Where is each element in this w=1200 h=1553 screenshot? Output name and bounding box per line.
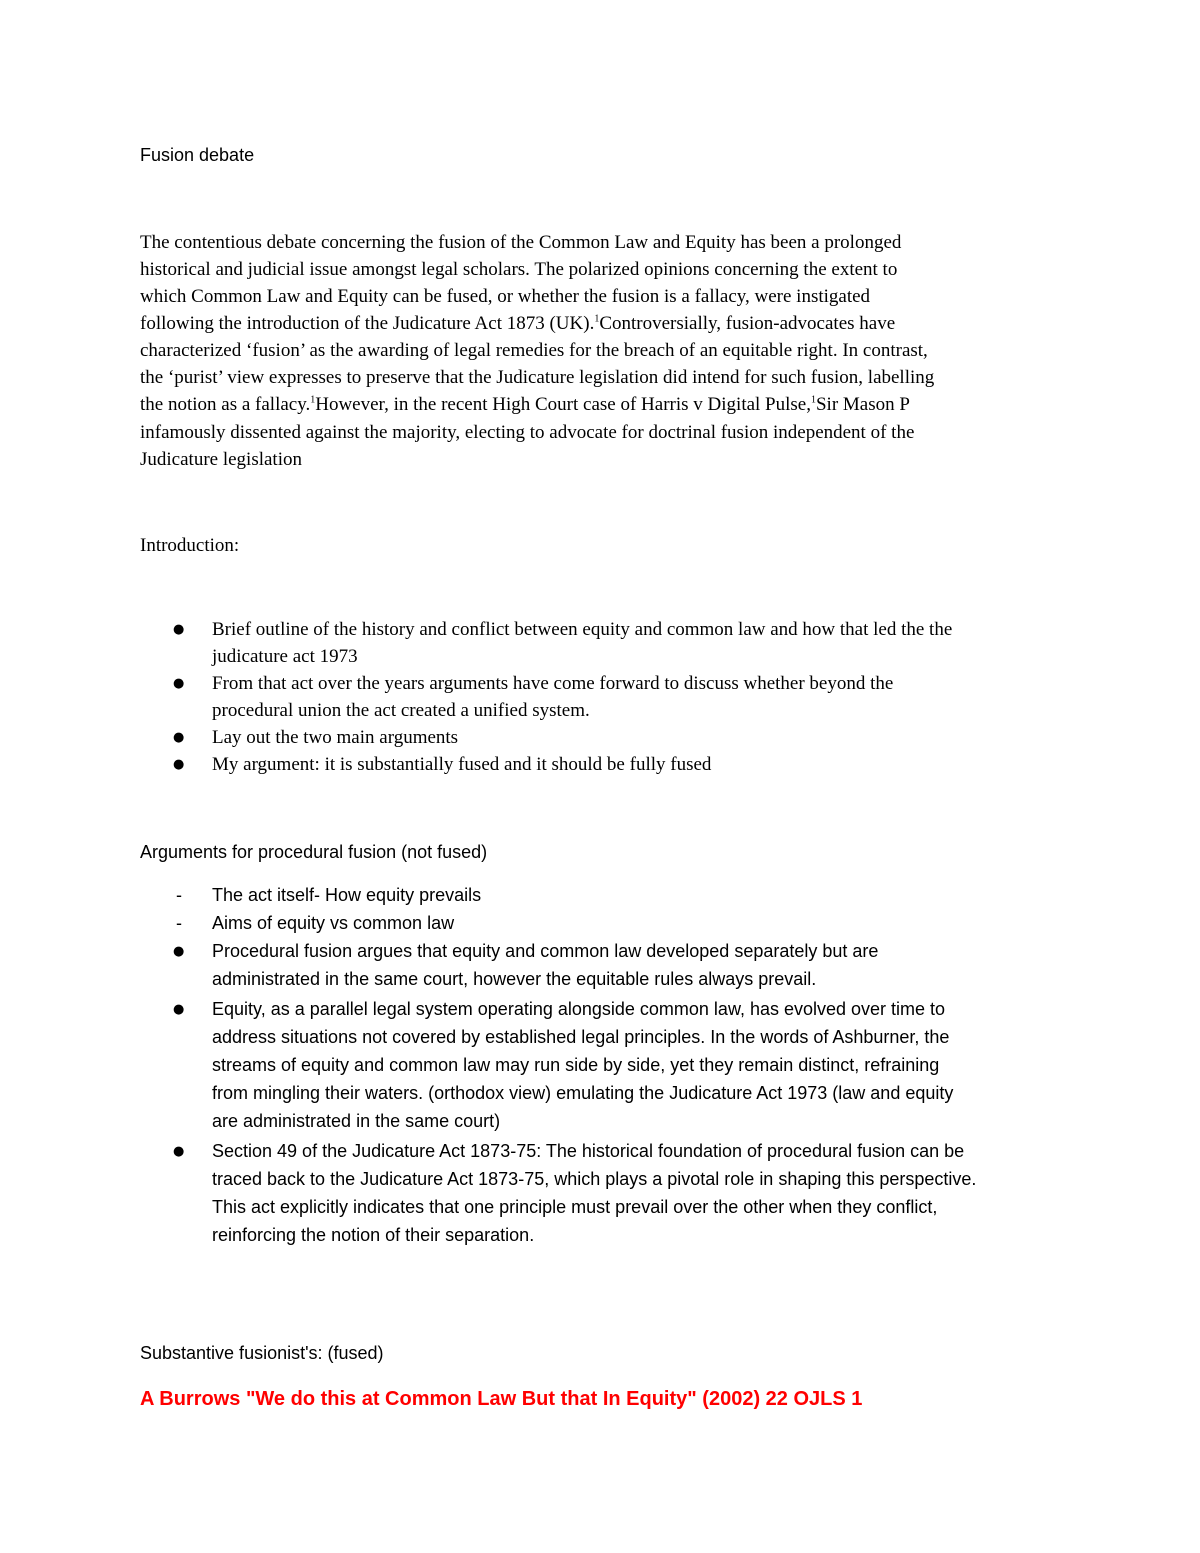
list-item: streams of equity and common law may run side by side, yet they remain distinct, refraining: [212, 1055, 940, 1075]
substantive-heading: Substantive fusionist's: (fused): [140, 1343, 384, 1363]
list-item: judicature act 1973: [212, 646, 358, 667]
list-item: Section 49 of the Judicature Act 1873-75: The historical foundation of procedural fusion can be: [212, 1141, 965, 1161]
dash-marker: -: [176, 913, 182, 933]
list-item: reinforcing the notion of their separation.: [212, 1225, 535, 1245]
paragraph-line: [140, 391, 910, 418]
paragraph-text: Sir Mason P: [815, 394, 910, 415]
bullet-icon: ●: [173, 622, 185, 637]
document-title: Fusion debate: [140, 145, 255, 165]
list-item: This act explicitly indicates that one principle must prevail over the other when they conflict,: [212, 1197, 938, 1217]
paragraph-line: characterized ‘fusion’ as the awarding of legal remedies for the breach of an equitable right. In contrast,: [140, 340, 928, 361]
paragraph-line: historical and judicial issue amongst legal scholars. The polarized opinions concerning the extent to: [140, 259, 898, 280]
paragraph-text: the notion as a fallacy.: [140, 394, 311, 415]
bullet-icon: ●: [173, 676, 185, 691]
bullet-icon: ●: [173, 757, 185, 772]
paragraph-line: [140, 310, 895, 337]
paragraph-line: The contentious debate concerning the fusion of the Common Law and Equity has been a prolonged: [140, 232, 902, 253]
procedural-heading: Arguments for procedural fusion (not fused): [140, 842, 488, 862]
list-item: from mingling their waters. (orthodox view) emulating the Judicature Act 1973 (law and equity: [212, 1083, 954, 1103]
list-item: The act itself- How equity prevails: [212, 885, 482, 905]
list-item: My argument: it is substantially fused and it should be fully fused: [212, 754, 712, 775]
bullet-icon: ●: [173, 730, 185, 745]
paragraph-text: Controversially, fusion-advocates have: [599, 313, 896, 334]
paragraph-line: Judicature legislation: [140, 449, 302, 470]
list-item: Equity, as a parallel legal system operating alongside common law, has evolved over time to: [212, 999, 946, 1019]
footnote-mark: 1: [310, 394, 316, 406]
list-item: traced back to the Judicature Act 1873-75, which plays a pivotal role in shaping this perspective.: [212, 1169, 977, 1189]
paragraph-line: infamously dissented against the majority, electing to advocate for doctrinal fusion independent of the: [140, 422, 915, 443]
paragraph-text: However, in the recent High Court case of Harris v Digital Pulse,: [315, 394, 811, 415]
list-item: procedural union the act created a unified system.: [212, 700, 590, 721]
bullet-icon: ●: [173, 1002, 185, 1017]
bullet-icon: ●: [173, 1144, 185, 1159]
burrows-reference: A Burrows "We do this at Common Law But that In Equity" (2002) 22 OJLS 1: [140, 1388, 863, 1410]
list-item: address situations not covered by established legal principles. In the words of Ashburner, the: [212, 1027, 950, 1047]
paragraph-line: which Common Law and Equity can be fused, or whether the fusion is a fallacy, were instigated: [140, 286, 871, 307]
list-item: Procedural fusion argues that equity and common law developed separately but are: [212, 941, 879, 961]
paragraph-line: the ‘purist’ view expresses to preserve that the Judicature legislation did intend for such fusion, labelling: [140, 367, 935, 388]
footnote-mark: 1: [810, 394, 816, 406]
introduction-heading: Introduction:: [140, 535, 240, 556]
bullet-icon: ●: [173, 944, 185, 959]
list-item: Lay out the two main arguments: [212, 727, 459, 748]
paragraph-text: following the introduction of the Judicature Act 1873 (UK).: [140, 313, 595, 334]
list-item: From that act over the years arguments have come forward to discuss whether beyond the: [212, 673, 894, 694]
list-item: are administrated in the same court): [212, 1111, 501, 1131]
list-item: Aims of equity vs common law: [212, 913, 455, 933]
list-item: Brief outline of the history and conflict between equity and common law and how that led the the: [212, 619, 953, 640]
list-item: administrated in the same court, however the equitable rules always prevail.: [212, 969, 817, 989]
dash-marker: -: [176, 885, 182, 905]
footnote-mark: 1: [594, 313, 600, 325]
